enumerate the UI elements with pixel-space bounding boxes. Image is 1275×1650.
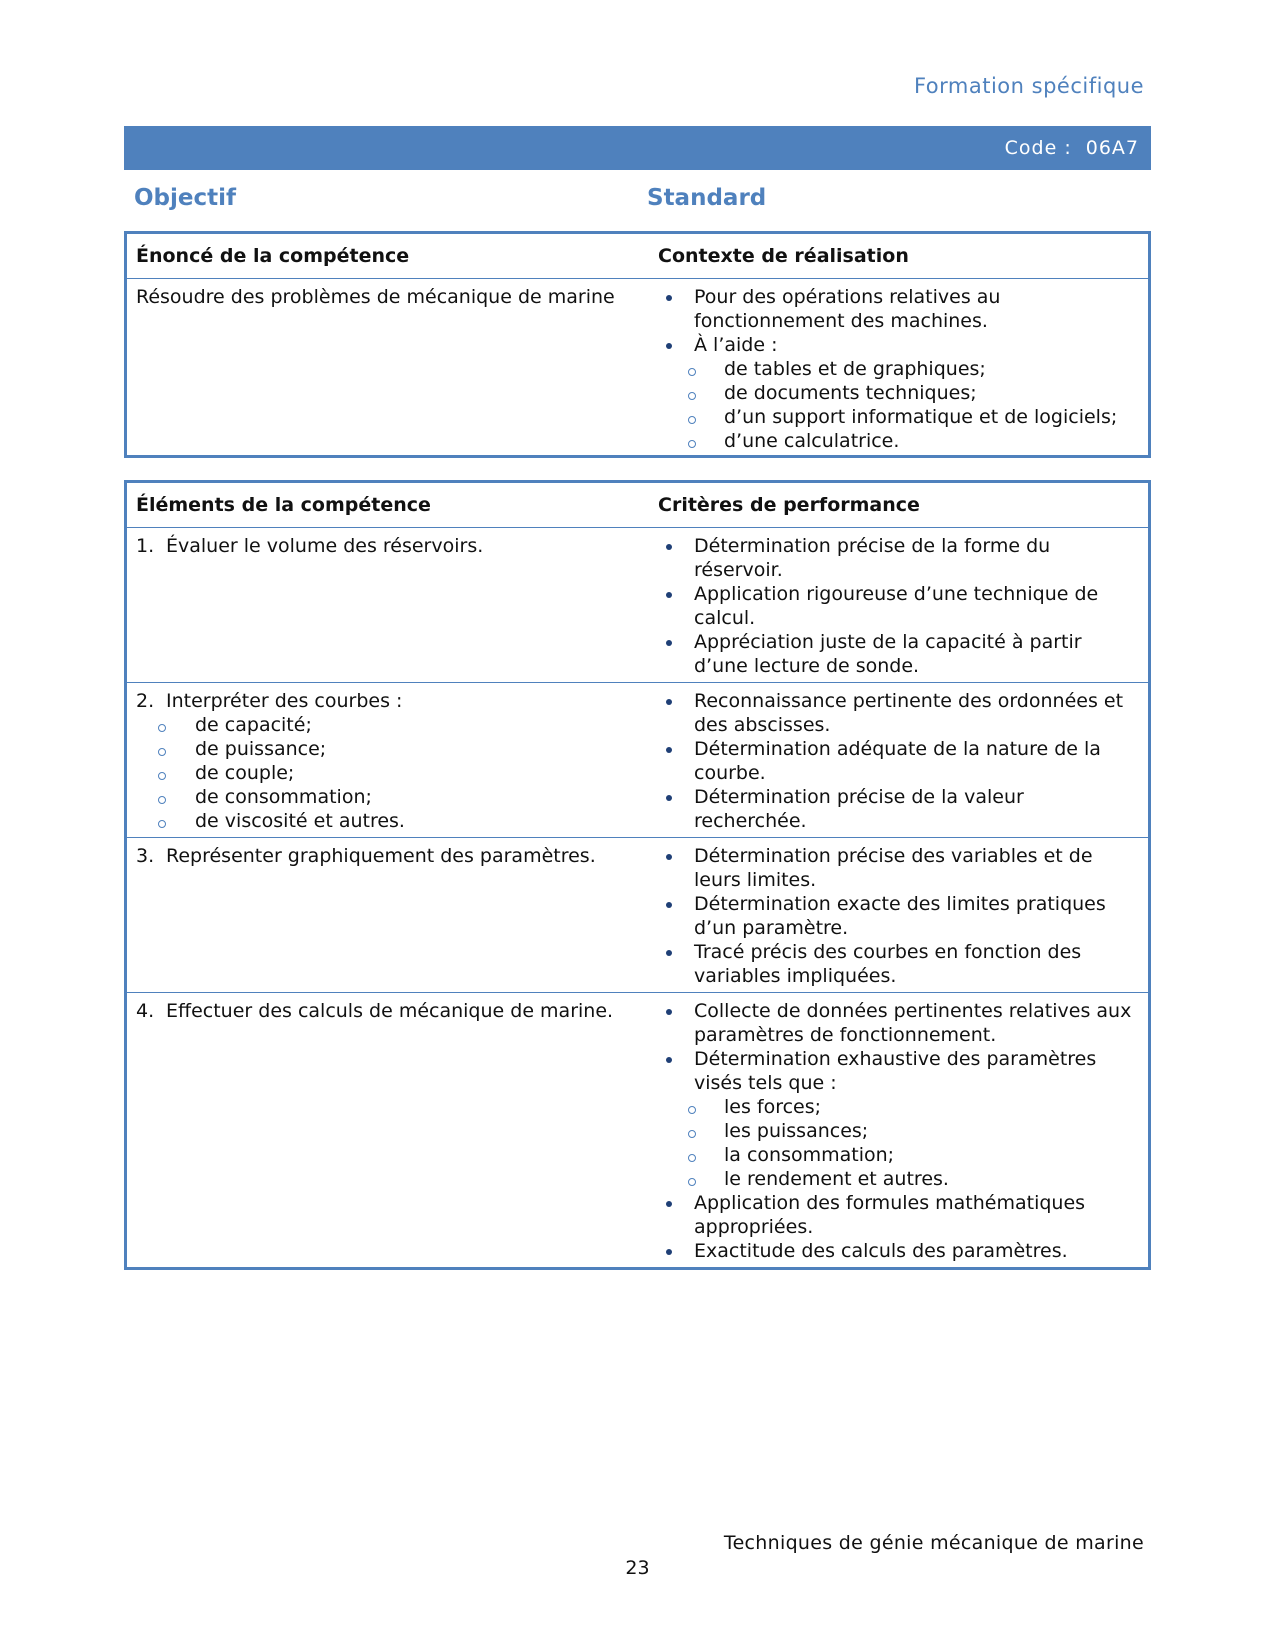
- bullet-item: Reconnaissance pertinente des ordonnées et des abscisses.: [664, 689, 1140, 737]
- bullet-item: Détermination précise de la valeur recherchée.: [664, 785, 1140, 833]
- bullet-item: Application des formules mathématiques appropriées.: [664, 1191, 1140, 1239]
- sub-bullet-item: les forces;: [664, 1095, 1140, 1119]
- sub-bullet-item: de viscosité et autres.: [136, 809, 639, 833]
- page-number: 23: [625, 1557, 650, 1579]
- code-label: Code :: [1004, 137, 1072, 159]
- context-header: Contexte de réalisation: [647, 233, 1150, 279]
- sub-bullet-item: de capacité;: [136, 713, 639, 737]
- bullet-item: À l’aide :: [664, 333, 1140, 357]
- element-cell: [126, 838, 648, 993]
- sub-list-wrapper: [664, 1095, 1140, 1191]
- element-number: 4.: [136, 1000, 155, 1022]
- sub-bullet-item: d’une calculatrice.: [664, 429, 1140, 453]
- table-row: [126, 279, 1150, 457]
- bullet-item: Pour des opérations relatives au fonctionnement des machines.: [664, 285, 1140, 333]
- sub-bullet-item: de documents techniques;: [664, 381, 1140, 405]
- sub-bullet-item: de tables et de graphiques;: [664, 357, 1140, 381]
- elements-table: [124, 480, 1151, 1270]
- bullet-item: Détermination exhaustive des paramètres visés tels que :: [664, 1047, 1140, 1095]
- element-cell: [126, 683, 648, 838]
- element-item: [136, 689, 639, 713]
- table-header-row: [126, 233, 1150, 279]
- bullet-item: Application rigoureuse d’une technique de calcul.: [664, 582, 1140, 630]
- element-text: Représenter graphiquement des paramètres.: [166, 845, 596, 867]
- criteria-header: Critères de performance: [647, 482, 1150, 528]
- bullet-item: Détermination exacte des limites pratiques d’un paramètre.: [664, 892, 1140, 940]
- code-value: 06A7: [1085, 137, 1139, 159]
- competence-statement: Résoudre des problèmes de mécanique de marine: [136, 286, 615, 308]
- sub-bullet-item: d’un support informatique et de logiciels;: [664, 405, 1140, 429]
- bullet-item: Détermination précise de la forme du réservoir.: [664, 534, 1140, 582]
- element-item: [136, 844, 639, 868]
- competence-table: [124, 231, 1151, 458]
- criteria-cell: [647, 528, 1150, 683]
- sub-bullet-item: le rendement et autres.: [664, 1167, 1140, 1191]
- criteria-cell: [647, 993, 1150, 1269]
- sub-bullet-item: les puissances;: [664, 1119, 1140, 1143]
- sub-list: [664, 357, 1140, 453]
- statement-header: Énoncé de la compétence: [126, 233, 648, 279]
- element-item: [136, 534, 639, 558]
- bullet-item: Appréciation juste de la capacité à partir d’une lecture de sonde.: [664, 630, 1140, 678]
- element-text: Évaluer le volume des réservoirs.: [166, 535, 484, 557]
- table-row: [126, 528, 1150, 683]
- element-number: 2.: [136, 690, 155, 712]
- bullet-item: Détermination adéquate de la nature de la courbe.: [664, 737, 1140, 785]
- criteria-list: [664, 844, 1140, 988]
- element-cell: [126, 528, 648, 683]
- sub-bullet-item: de couple;: [136, 761, 639, 785]
- element-sub-list: [136, 713, 639, 833]
- element-text: Interpréter des courbes :: [166, 690, 403, 712]
- element-item: [136, 999, 639, 1023]
- sub-list-wrapper: [664, 357, 1140, 453]
- footer-program: Techniques de génie mécanique de marine: [723, 1532, 1144, 1554]
- section-title: Formation spécifique: [913, 74, 1144, 98]
- criteria-list: [664, 999, 1140, 1263]
- bullet-item: Détermination précise des variables et de leurs limites.: [664, 844, 1140, 892]
- sub-list: [664, 1095, 1140, 1191]
- table-row: [126, 838, 1150, 993]
- context-list: [664, 285, 1140, 453]
- elements-header: Éléments de la compétence: [126, 482, 648, 528]
- context-list-cell: [647, 279, 1150, 457]
- objectif-heading: Objectif: [134, 185, 237, 211]
- code-bar: [124, 126, 1151, 170]
- bullet-item: Collecte de données pertinentes relatives aux paramètres de fonctionnement.: [664, 999, 1140, 1047]
- element-number: 1.: [136, 535, 155, 557]
- table-row: [126, 993, 1150, 1269]
- sub-bullet-item: de puissance;: [136, 737, 639, 761]
- criteria-list: [664, 689, 1140, 833]
- element-cell: [126, 993, 648, 1269]
- bullet-item: Tracé précis des courbes en fonction des variables impliquées.: [664, 940, 1140, 988]
- standard-heading: Standard: [647, 185, 767, 211]
- criteria-cell: [647, 683, 1150, 838]
- table-header-row: [126, 482, 1150, 528]
- sub-bullet-item: la consommation;: [664, 1143, 1140, 1167]
- sub-bullet-item: de consommation;: [136, 785, 639, 809]
- criteria-cell: [647, 838, 1150, 993]
- element-number: 3.: [136, 845, 155, 867]
- table-row: [126, 683, 1150, 838]
- bullet-item: Exactitude des calculs des paramètres.: [664, 1239, 1140, 1263]
- criteria-list: [664, 534, 1140, 678]
- element-text: Effectuer des calculs de mécanique de marine.: [166, 1000, 614, 1022]
